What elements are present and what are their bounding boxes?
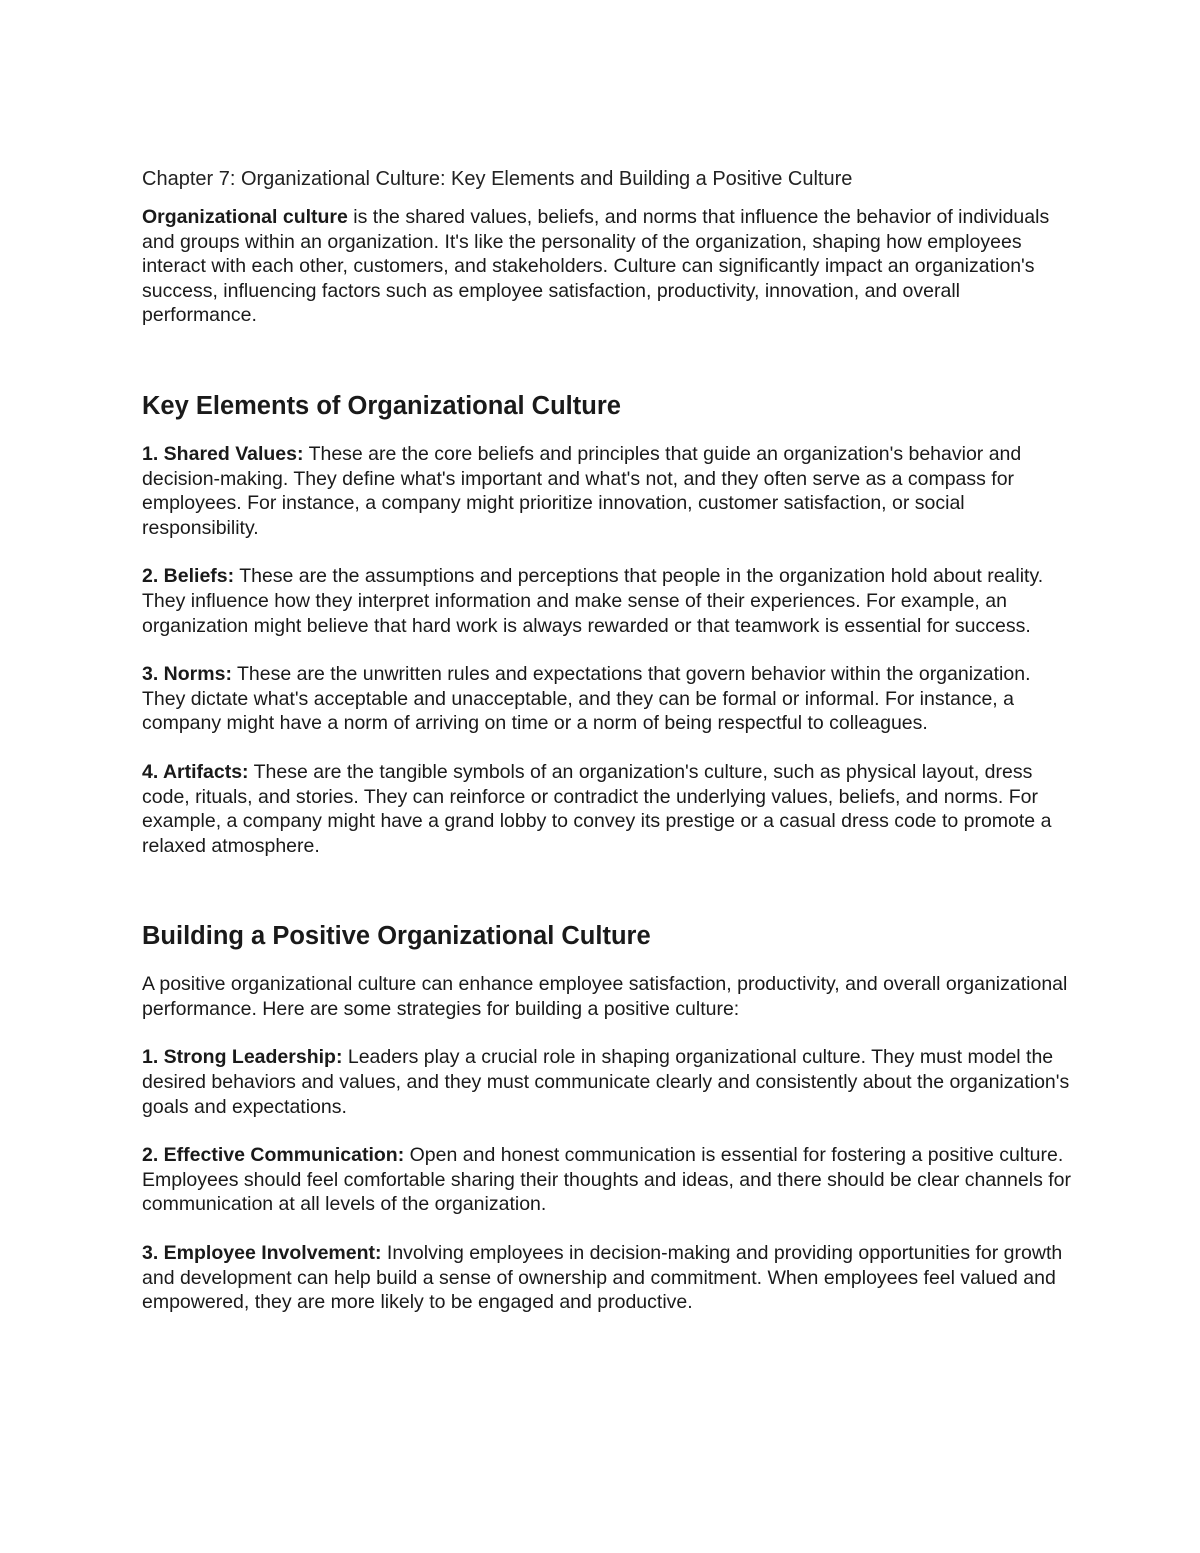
item-label: 3. Norms:	[142, 663, 232, 686]
item-label: 2. Effective Communication:	[142, 1144, 405, 1167]
section-heading-building-culture: Building a Positive Organizational Culture	[142, 922, 651, 951]
item-text: These are the core beliefs and principles that guide an organization's behavior and decision-making. They define what's important and what's not, and they often serve as a compass for employees. For instance, a company might prioritize innovation, customer satisfaction, or social responsibility.	[142, 442, 1022, 539]
item-label: 3. Employee Involvement:	[142, 1242, 382, 1265]
list-item	[142, 1143, 1072, 1217]
list-item	[142, 1241, 1072, 1315]
list-item	[142, 564, 1072, 638]
intro-text: is the shared values, beliefs, and norms that influence the behavior of individuals and groups within an organization. It's like the personality of the organization, shaping how employees interact with each other, customers, and stakeholders. Culture can significantly impact an organization's success, influencing factors such as employee satisfaction, productivity, innovation, and overall performance.	[142, 206, 1050, 327]
item-text: Leaders play a crucial role in shaping organizational culture. They must model the desired behaviors and values, and they must communicate clearly and consistently about the organization's goals and expectations.	[142, 1046, 1070, 1118]
item-text: Open and honest communication is essential for fostering a positive culture. Employees should feel comfortable sharing their thoughts and ideas, and there should be clear channels for communication at all levels of the organization.	[142, 1144, 1071, 1216]
item-label: 2. Beliefs:	[142, 565, 235, 588]
item-label: 4. Artifacts:	[142, 760, 249, 783]
list-item	[142, 760, 1072, 858]
intro-paragraph	[142, 205, 1072, 328]
list-item	[142, 662, 1072, 736]
list-item	[142, 1045, 1072, 1119]
document-page	[142, 165, 1072, 1315]
intro-term: Organizational culture	[142, 206, 348, 228]
section-heading-key-elements: Key Elements of Organizational Culture	[142, 391, 621, 420]
section-intro: A positive organizational culture can enhance employee satisfaction, productivity, and overall organizational performance. Here are some strategies for building a positive culture:	[142, 973, 1068, 1020]
item-text: These are the unwritten rules and expectations that govern behavior within the organization. They dictate what's acceptable and unacceptable, and they can be formal or informal. For instance, a company might have a norm of arriving on time or a norm of being respectful to colleagues.	[142, 663, 1031, 735]
chapter-title: Chapter 7: Organizational Culture: Key Elements and Building a Positive Culture	[142, 168, 853, 190]
item-text: These are the assumptions and perceptions that people in the organization hold about reality. They influence how they interpret information and make sense of their experiences. For example, an organization might believe that hard work is always rewarded or that teamwork is essential for success.	[142, 565, 1044, 637]
item-label: 1. Strong Leadership:	[142, 1046, 343, 1069]
item-label: 1. Shared Values:	[142, 442, 304, 465]
item-text: These are the tangible symbols of an organization's culture, such as physical layout, dress code, rituals, and stories. They can reinforce or contradict the underlying values, beliefs, and norms. For example, a company might have a grand lobby to convey its prestige or a casual dress code to promote a relaxed atmosphere.	[142, 760, 1052, 857]
list-item	[142, 442, 1072, 540]
item-text: Involving employees in decision-making and providing opportunities for growth and development can help build a sense of ownership and commitment. When employees feel valued and empowered, they are more likely to be engaged and productive.	[142, 1242, 1063, 1314]
